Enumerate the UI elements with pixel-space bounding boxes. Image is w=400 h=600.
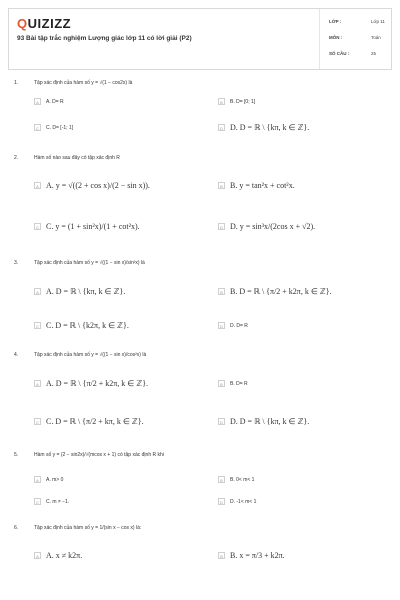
option-text: A. y = √((2 + cos x)/(2 − sin x)). <box>46 181 150 190</box>
question-text: Hàm số y = (2 − sin2x)/√(mcos x + 1) có tập xác định R khi <box>34 452 164 458</box>
option-letter-box: B <box>218 476 225 483</box>
question-number: 1. <box>14 80 19 86</box>
option-letter-box: A <box>34 552 41 559</box>
option-text: B. D= [0; 1] <box>230 99 256 105</box>
option-text: A. D = ℝ \ {kπ, k ∈ ℤ}. <box>46 287 126 296</box>
option-letter-box: D <box>218 322 225 329</box>
document-title: 93 Bài tập trắc nghiệm Lượng giác lớp 11 có lời giải (P2) <box>17 35 192 42</box>
option-letter-box: D <box>218 124 225 131</box>
option-letter-box: A <box>34 98 41 105</box>
option-text: D. D= R <box>230 323 248 329</box>
document-header <box>8 8 392 70</box>
option-letter-box: C <box>34 418 41 425</box>
option-text: B. 0< m< 1 <box>230 477 255 483</box>
option-letter-box: B <box>218 552 225 559</box>
question-count-label: SỐ CÂU : <box>329 51 350 56</box>
option-text: C. D= [-1; 1] <box>46 125 74 131</box>
option-letter-box: A <box>34 182 41 189</box>
option-letter-box: B <box>218 380 225 387</box>
option-text: D. -1< m< 1 <box>230 499 257 505</box>
question-number: 3. <box>14 260 19 266</box>
option-letter-box: A <box>34 380 41 387</box>
option-text: A. x ≠ k2π. <box>46 551 83 560</box>
option-text: B. D= R <box>230 381 248 387</box>
option-text: C. m ≠ −1. <box>46 499 70 505</box>
subject-value: Toán <box>371 35 381 40</box>
question-text: Tập xác định của hàm số y = 1/(sin x − cos x) là: <box>34 525 142 531</box>
option-text: B. y = tan²x + cot²x. <box>230 181 295 190</box>
option-letter-box: B <box>218 182 225 189</box>
option-letter-box: A <box>34 476 41 483</box>
option-letter-box: B <box>218 98 225 105</box>
question-text: Tập xác định của hàm số y = √((1 − sin x)/cos²x) là <box>34 352 147 358</box>
quizizz-logo: QUIZIZZ <box>17 16 72 31</box>
question-number: 6. <box>14 525 19 531</box>
option-text: C. D = ℝ \ {π/2 + kπ, k ∈ ℤ}. <box>46 417 144 426</box>
option-letter-box: C <box>34 223 41 230</box>
option-letter-box: D <box>218 223 225 230</box>
option-letter-box: C <box>34 124 41 131</box>
option-text: D. D = ℝ \ {kπ, k ∈ ℤ}. <box>230 417 310 426</box>
option-text: C. D = ℝ \ {k2π, k ∈ ℤ}. <box>46 321 129 330</box>
subject-label: MÔN : <box>329 35 343 40</box>
option-text: D. y = sin³x/(2cos x + √2). <box>230 222 316 231</box>
question-text: Hàm số nào sau đây có tập xác định R <box>34 155 120 161</box>
option-text: B. D = ℝ \ {π/2 + k2π, k ∈ ℤ}. <box>230 287 332 296</box>
option-text: C. y = (1 + sin²x)/(1 + cot²x). <box>46 222 140 231</box>
question-text: Tập xác định của hàm số y = √((1 − sin x)/sin²x) là <box>34 260 145 266</box>
question-number: 4. <box>14 352 19 358</box>
option-text: D. D = ℝ \ {kπ, k ∈ ℤ}. <box>230 123 310 132</box>
option-text: A. D = ℝ \ {π/2 + k2π, k ∈ ℤ}. <box>46 379 149 388</box>
question-text: Tập xác định của hàm số y = √(1 − cos2x) là <box>34 80 133 86</box>
option-letter-box: C <box>34 498 41 505</box>
question-count-value: 25 <box>371 51 377 56</box>
option-text: B. x = π/3 + k2π. <box>230 551 285 560</box>
option-text: A. D= R <box>46 99 64 105</box>
question-number: 5. <box>14 452 19 458</box>
option-letter-box: D <box>218 498 225 505</box>
option-letter-box: C <box>34 322 41 329</box>
option-letter-box: B <box>218 288 225 295</box>
header-divider <box>319 9 320 69</box>
question-number: 2. <box>14 155 19 161</box>
option-letter-box: D <box>218 418 225 425</box>
option-text: A. m> 0 <box>46 477 64 483</box>
class-label: LỚP : <box>329 19 342 24</box>
option-letter-box: A <box>34 288 41 295</box>
class-value: Lớp 11 <box>371 19 385 24</box>
